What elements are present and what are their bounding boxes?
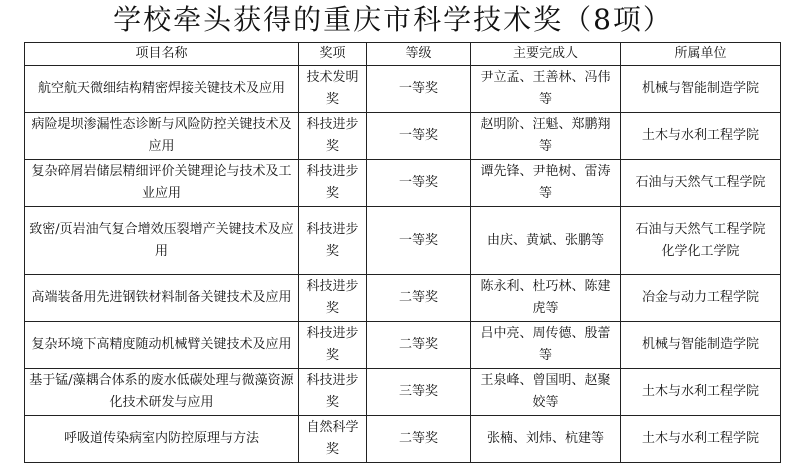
grade-cell: 一等奖 [367,113,471,160]
affiliation-cell: 机械与智能制造学院 [621,322,781,369]
project-name-cell: 高端装备用先进钢铁材料制备关键技术及应用 [25,275,299,322]
award-cell: 科技进步奖 [299,207,367,275]
project-name-cell: 病险堤坝渗漏性态诊断与风险防控关键技术及应用 [25,113,299,160]
grade-cell: 三等奖 [367,369,471,416]
contributors-cell: 赵明阶、汪魁、郑鹏翔等 [471,113,621,160]
affiliation-secondary: 化学化工学院 [661,243,740,259]
affiliation-cell: 冶金与动力工程学院 [621,275,781,322]
contributors-cell: 由庆、黄斌、张鹏等 [471,207,621,275]
contributors-cell: 谭先锋、尹艳树、雷涛等 [471,160,621,207]
contributors-cell: 尹立孟、王善林、冯伟等 [471,66,621,113]
affiliation-cell: 土木与水利工程学院 [621,113,781,160]
table-row [25,207,781,275]
award-cell: 科技进步奖 [299,275,367,322]
table-row [25,113,781,160]
award-cell: 科技进步奖 [299,322,367,369]
header-main-contributors: 主要完成人 [471,43,621,66]
project-name-cell: 复杂碎屑岩储层精细评价关键理论与技术及工业应用 [25,160,299,207]
table-header-row [25,43,781,66]
contributors-cell: 张楠、刘炜、杭建等 [471,416,621,463]
table-row [25,416,781,463]
table-row [25,160,781,207]
grade-cell: 二等奖 [367,275,471,322]
header-affiliation: 所属单位 [621,43,781,66]
award-cell: 科技进步奖 [299,369,367,416]
table-row [25,275,781,322]
affiliation-cell: 机械与智能制造学院 [621,66,781,113]
header-grade: 等级 [367,43,471,66]
table-row [25,322,781,369]
grade-cell: 一等奖 [367,207,471,275]
affiliation-primary: 石油与天然气工程学院 [635,221,766,237]
affiliation-cell: 土木与水利工程学院 [621,369,781,416]
grade-cell: 一等奖 [367,160,471,207]
page-title: 学校牵头获得的重庆市科学技术奖（8项） [113,3,673,36]
grade-cell: 二等奖 [367,322,471,369]
header-project-name: 项目名称 [25,43,299,66]
affiliation-cell [621,207,781,275]
affiliation-cell: 土木与水利工程学院 [621,416,781,463]
affiliation-cell: 石油与天然气工程学院 [621,160,781,207]
award-cell: 自然科学奖 [299,416,367,463]
award-cell: 技术发明奖 [299,66,367,113]
contributors-cell: 陈永利、杜巧林、陈建虎等 [471,275,621,322]
grade-cell: 一等奖 [367,66,471,113]
project-name-cell: 致密/页岩油气复合增效压裂增产关键技术及应用 [25,207,299,275]
project-name-cell: 复杂环境下高精度随动机械臂关键技术及应用 [25,322,299,369]
project-name-cell: 基于锰/藻耦合体系的废水低碳处理与微藻资源化技术研发与应用 [25,369,299,416]
contributors-cell: 王泉峰、曾国明、赵聚姣等 [471,369,621,416]
project-name-cell: 呼吸道传染病室内防控原理与方法 [25,416,299,463]
award-cell: 科技进步奖 [299,113,367,160]
project-name-cell: 航空航天微细结构精密焊接关键技术及应用 [25,66,299,113]
awards-table [24,42,781,463]
header-award: 奖项 [299,43,367,66]
table-row [25,369,781,416]
contributors-cell: 吕中亮、周传德、殷蕾等 [471,322,621,369]
award-cell: 科技进步奖 [299,160,367,207]
table-row [25,66,781,113]
grade-cell: 二等奖 [367,416,471,463]
